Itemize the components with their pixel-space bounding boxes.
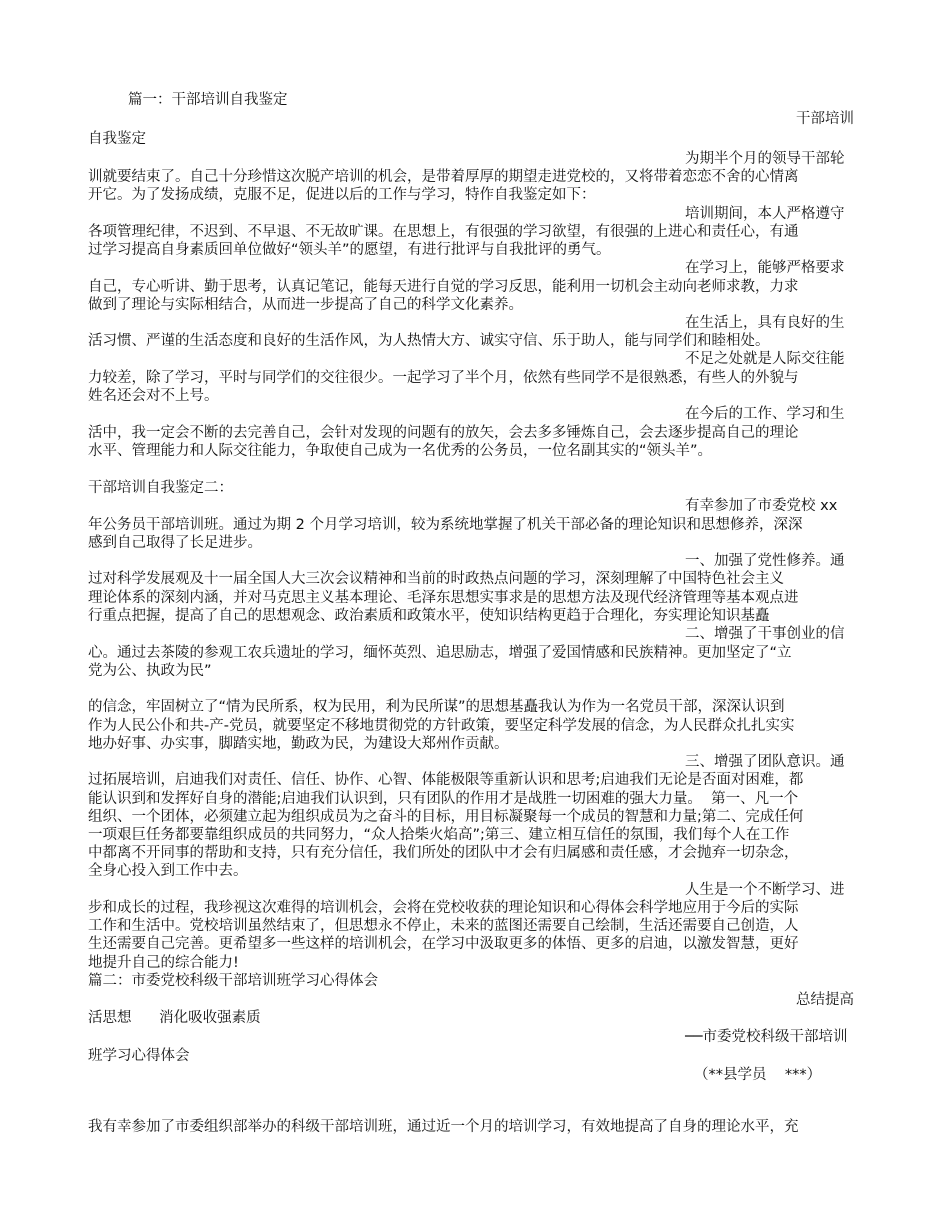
text-line: 为期半个月的领导干部轮 <box>685 151 845 167</box>
text-line: 作为人民公仆和共-产-党员，就要坚定不移地贯彻党的方针政策，要坚定科学发展的信念，为人民群众扎扎实实 <box>88 718 795 734</box>
text-line: 二、增强了干事创业的信 <box>685 626 845 642</box>
text-line: 自己，专心听讲、勤于思考，认真记笔记，能每天进行自觉的学习反思，能利用一切机会主动向老师求教，力求 <box>88 279 799 295</box>
text-line: （**县学员 ***） <box>694 1067 822 1083</box>
text-line: 力较差，除了学习，平时与同学们的交往很少。一起学习了半个月，依然有些同学不是很熟悉，有些人的外貌与 <box>88 370 799 386</box>
text-line: 自我鉴定 <box>88 131 146 147</box>
text-line: 总结提高 <box>796 992 854 1008</box>
text-line: 在生活上，具有良好的生 <box>685 315 845 331</box>
text-line: 活习惯、严谨的生活态度和良好的生活作风，为人热情大方、诚实守信、乐于助人，能与同学们和睦相处。 <box>88 333 770 349</box>
text-line: 地办好事、办实事，脚踏实地，勤政为民，为建设大郑州作贡献。 <box>88 736 509 752</box>
text-line: 人生是一个不断学习、进 <box>685 882 845 898</box>
section-title: 篇一：干部培训自我鉴定 <box>128 92 288 108</box>
text-line: 工作和生活中。党校培训虽然结束了，但思想永不停止，未来的蓝图还需要自己绘制，生活还需要自己创造，人 <box>88 918 799 934</box>
text-line: 全身心投入到工作中去。 <box>88 863 248 879</box>
text-line: 的信念，牢固树立了“情为民所系，权为民用，利为民所谋”的思想基矗我认为作为一名党员干部，深深认识到 <box>88 699 785 715</box>
text-line: 不足之处就是人际交往能 <box>685 351 845 367</box>
text-line: 中都离不开同事的帮助和支持，只有充分信任，我们所处的团队中才会有归属感和责任感，才会抛弃一切杂念， <box>88 845 799 861</box>
text-line: 一项艰巨任务都要靠组织成员的共同努力，“众人拾柴火焰高”;第三、建立相互信任的氛围，我们每个人在工作 <box>88 827 790 843</box>
text-line: 过拓展培训，启迪我们对责任、信任、协作、心智、体能极限等重新认识和思考;启迪我们无论是否面对困难，都 <box>88 772 804 788</box>
text-line: 班学习心得体会 <box>88 1048 190 1064</box>
section-title: 干部培训自我鉴定二： <box>88 480 233 496</box>
text-line: 培训期间，本人严格遵守 <box>685 206 845 222</box>
text-line: 在今后的工作、学习和生 <box>685 406 845 422</box>
text-line: 水平、管理能力和人际交往能力，争取使自己成为一名优秀的公务员，一位名副其实的“领头羊”。 <box>88 443 713 459</box>
text-line: 开它。为了发扬成绩，克服不足，促进以后的工作与学习，特作自我鉴定如下： <box>88 187 596 203</box>
section-title: 篇二：市委党校科级干部培训班学习心得体会 <box>88 973 378 989</box>
text-line: 一、加强了党性修养。通 <box>685 553 845 569</box>
text-line: 姓名还会对不上号。 <box>88 388 219 404</box>
text-line: 训就要结束了。自己十分珍惜这次脱产培训的机会，是带着厚厚的期望走进党校的，又将带着恋恋不舍的心情离 <box>88 169 799 185</box>
text-line: 理论体系的深刻内涵，并对马克思主义基本理论、毛泽东思想实事求是的思想方法及现代经济管理等基本观点进 <box>88 590 799 606</box>
text-line: 我有幸参加了市委组织部举办的科级干部培训班，通过近一个月的培训学习，有效地提高了自身的理论水平，充 <box>88 1119 799 1135</box>
text-line: 活中，我一定会不断的去完善自己，会针对发现的问题有的放矢，会去多多锤炼自己，会去逐步提高自己的理论 <box>88 425 799 441</box>
text-line: 党为公、执政为民” <box>88 663 212 679</box>
text-line: 组织、一个团体，必须建立起为组织成员为之奋斗的目标，用目标凝聚每一个成员的智慧和力量;第二、完成任何 <box>88 809 804 825</box>
text-line: 年公务员干部培训班。通过为期 2 个月学习培训，较为系统地掌握了机关干部必备的理论知识和思想修养，深深 <box>88 517 803 533</box>
text-line: 各项管理纪律，不迟到、不早退、不无故旷课。在思想上，有很强的学习欲望，有很强的上进心和责任心，有通 <box>88 224 799 240</box>
text-line: 心。通过去茶陵的参观工农兵遗址的学习，缅怀英烈、追思励志，增强了爱国情感和民族精神。更加坚定了“立 <box>88 645 792 661</box>
text-line: 过学习提高自身素质回单位做好“领头羊”的愿望，有进行批评与自我批评的勇气。 <box>88 242 611 258</box>
text-line: 三、增强了团队意识。通 <box>685 754 845 770</box>
text-line: 能认识到和发挥好自身的潜能;启迪我们认识到，只有团队的作用才是战胜一切困难的强大力量。 第一、凡一个 <box>88 791 799 807</box>
text-line: 有幸参加了市委党校 xx <box>685 498 838 514</box>
text-line: 过对科学发展观及十一届全国人大三次会议精神和当前的时政热点问题的学习，深刻理解了中国特色社会主义 <box>88 571 784 587</box>
text-line: 行重点把握，提高了自己的思想观念、政治素质和政策水平，使知识结构更趋于合理化，夯实理论知识基矗 <box>88 608 770 624</box>
text-line: 干部培训 <box>796 111 854 127</box>
text-line: ──市委党校科级干部培训 <box>685 1029 848 1045</box>
text-line: 在学习上，能够严格要求 <box>685 260 845 276</box>
text-line: 生还需要自己完善。更希望多一些这样的培训机会，在学习中汲取更多的体悟、更多的启迪，以激发智慧，更好 <box>88 936 799 952</box>
text-line: 活思想 消化吸收强素质 <box>88 1010 261 1026</box>
text-line: 地提升自己的综合能力! <box>88 955 239 971</box>
text-line: 感到自己取得了长足进步。 <box>88 535 262 551</box>
text-line: 步和成长的过程，我珍视这次难得的培训机会，会将在党校收获的理论知识和心得体会科学地应用于今后的实际 <box>88 900 799 916</box>
text-line: 做到了理论与实际相结合，从而进一步提高了自己的科学文化素养。 <box>88 297 523 313</box>
